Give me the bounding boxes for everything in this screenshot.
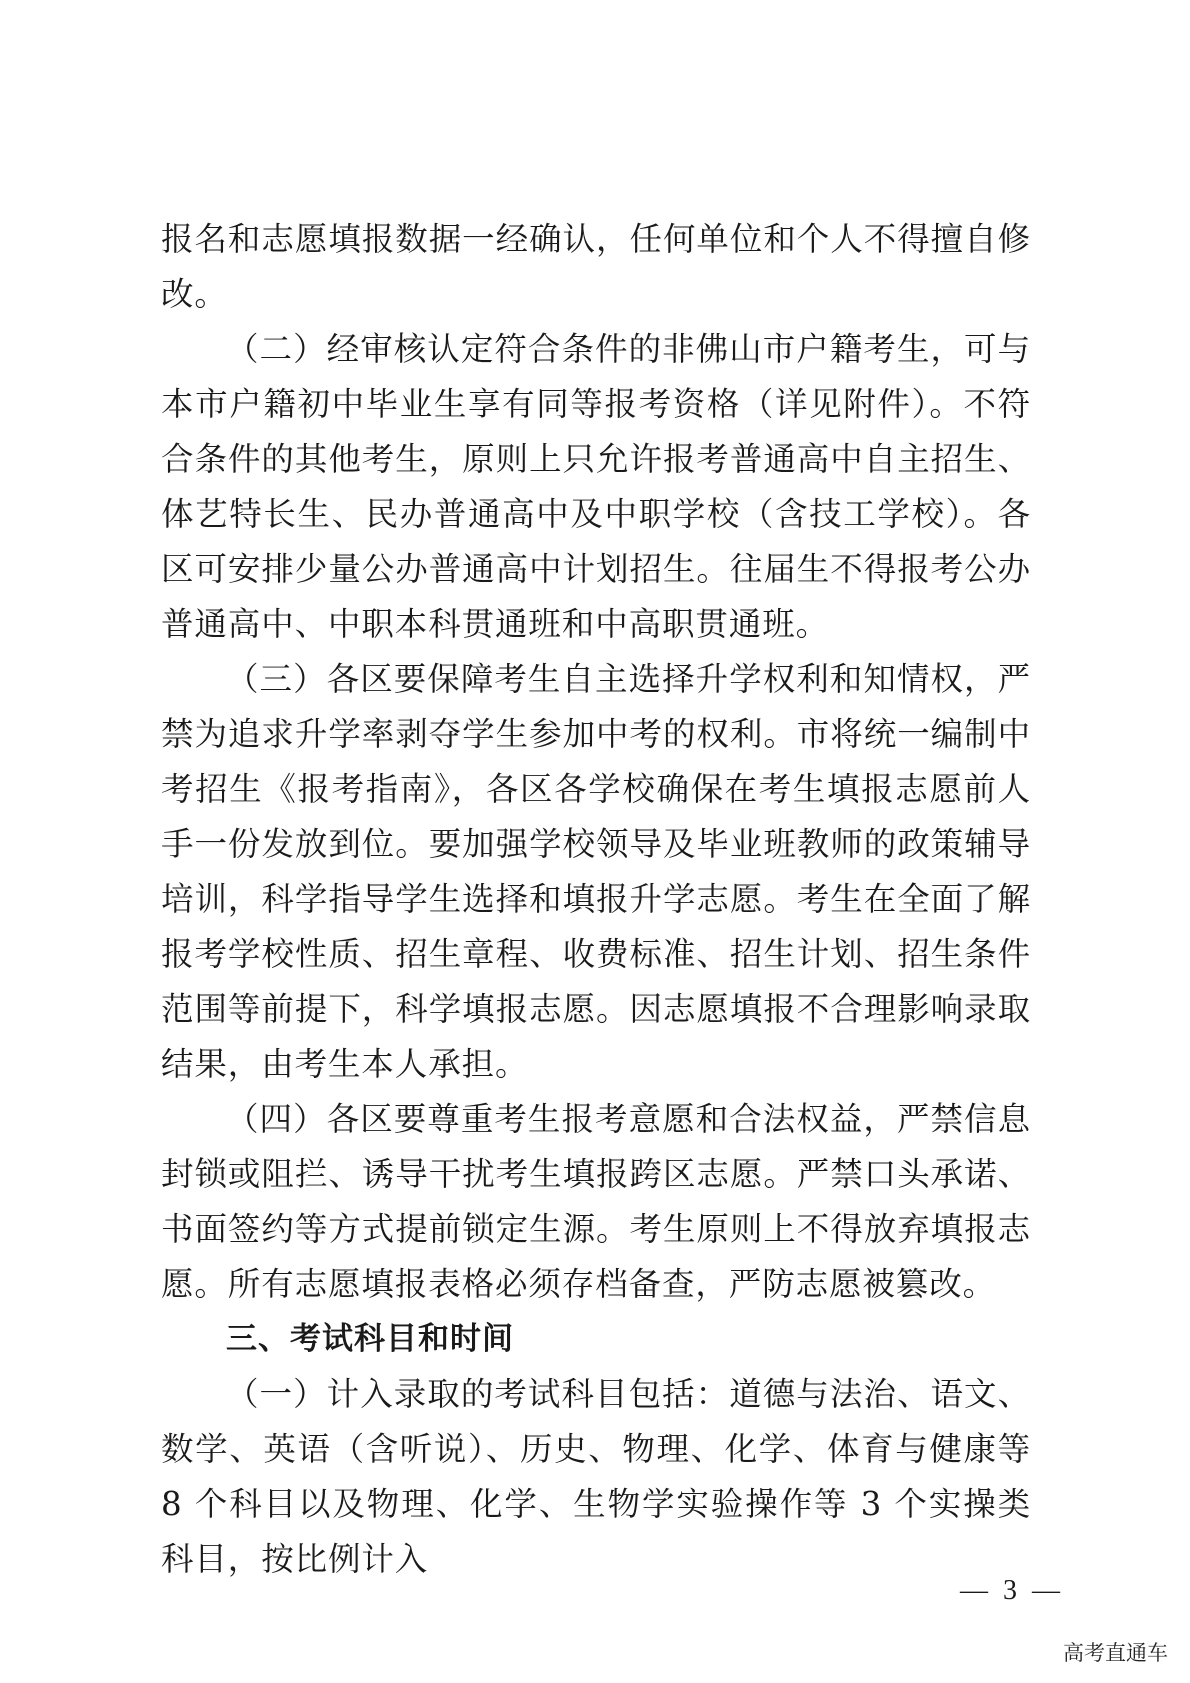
watermark: 高考直通车: [1063, 1641, 1168, 1665]
document-body: [161, 212, 1031, 1587]
section-heading: 三、考试科目和时间: [226, 1321, 514, 1357]
section-paragraph-one: （一）计入录取的考试科目包括：道德与法治、语文、数学、英语（含听说）、历史、物理、化学、体育与健康等 8 个科目以及物理、化学、生物学实验操作等 3 个实操类科目，按比例计入: [161, 1375, 1031, 1578]
paragraph-two: （二）经审核认定符合条件的非佛山市户籍考生，可与本市户籍初中毕业生享有同等报考资格（详见附件）。不符合条件的其他考生，原则上只允许报考普通高中自主招生、体艺特长生、民办普通高中及中职学校（含技工学校）。各区可安排少量公办普通高中计划招生。往届生不得报考公办普通高中、中职本科贯通班和中高职贯通班。: [161, 330, 1031, 643]
paragraph-four: （四）各区要尊重考生报考意愿和合法权益，严禁信息封锁或阻拦、诱导干扰考生填报跨区志愿。严禁口头承诺、书面签约等方式提前锁定生源。考生原则上不得放弃填报志愿。所有志愿填报表格必须存档备查，严防志愿被篡改。: [161, 1100, 1031, 1303]
page-number: — 3 —: [960, 1575, 1064, 1606]
paragraph-three: （三）各区要保障考生自主选择升学权利和知情权，严禁为追求升学率剥夺学生参加中考的权利。市将统一编制中考招生《报考指南》，各区各学校确保在考生填报志愿前人手一份发放到位。要加强学校领导及毕业班教师的政策辅导培训，科学指导学生选择和填报升学志愿。考生在全面了解报考学校性质、招生章程、收费标准、招生计划、招生条件范围等前提下，科学填报志愿。因志愿填报不合理影响录取结果，由考生本人承担。: [161, 660, 1031, 1083]
paragraph-continuation: 报名和志愿填报数据一经确认，任何单位和个人不得擅自修改。: [161, 220, 1031, 313]
